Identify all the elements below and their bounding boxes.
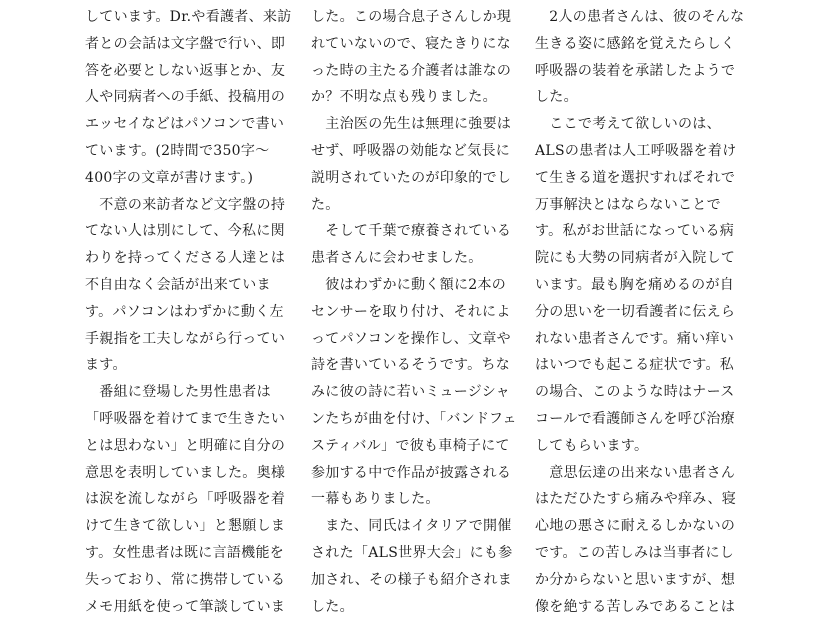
text-line: 心地の悪さに耐えるしかないの (535, 518, 736, 535)
text-line: ってパソコンを操作し、文章や (311, 330, 511, 347)
text-line: 答を必要としない返事とか、友 (85, 62, 286, 79)
text-line: ています。(2時間で350字～ (85, 142, 270, 159)
text-line: 詩を書いているそうです。ちな (311, 357, 511, 374)
text-line: です。この苦しみは当事者にし (535, 544, 735, 561)
text-line: か分からないと思いますが、想 (535, 571, 736, 588)
text-line: か？不明な点も残りました。 (311, 89, 497, 106)
text-line: してもらいます。 (535, 437, 649, 454)
text-line: て生きる道を選択すればそれで (535, 169, 736, 186)
text-line: 手親指を工夫しながら行ってい (85, 330, 286, 347)
text-line: れていないので、寝たきりにな (311, 35, 511, 52)
text-line: れない患者さんです。痛い痒い (535, 330, 735, 347)
text-line: エッセイなどはパソコンで書い (85, 116, 285, 133)
text-line: コールで看護師さんを呼び治療 (535, 410, 735, 427)
text-line: みに彼の詩に若いミュージシャ (311, 384, 511, 401)
text-line: 番組に登場した男性患者は (85, 384, 271, 401)
text-line: った時の主たる介護者は誰なの (311, 62, 512, 79)
text-column-3 (535, 4, 745, 620)
text-line: せず、呼吸器の効能など気長に (311, 142, 511, 159)
text-line: 失っており、常に携帯している (85, 571, 286, 588)
text-line: 400字の文章が書けます。) (85, 169, 254, 186)
text-line: した。この場合息子さんしか現 (311, 9, 512, 25)
text-line: した。 (535, 89, 578, 106)
text-line: された「ALS世界大会」にも参 (311, 544, 513, 561)
text-line: は涙を流しながら「呼吸器を着 (85, 491, 286, 508)
text-line: ます。 (85, 357, 127, 374)
text-line: 彼はわずかに動く額に2本の (311, 276, 507, 293)
text-line: 意思を表明していました。奥様 (85, 464, 286, 481)
text-line: 一幕もありました。 (311, 491, 440, 508)
text-line: 院にも大勢の同病者が入院して (535, 250, 736, 267)
text-line: た。 (311, 196, 340, 213)
text-line: 生きる姿に感銘を覚えたらしく (535, 35, 736, 52)
text-line: 意思伝達の出来ない患者さん (535, 464, 736, 481)
text-line: 呼吸器の装着を承諾したようで (535, 62, 736, 79)
text-line: した。 (311, 598, 354, 615)
text-line: 参加する中で作品が披露される (311, 464, 512, 481)
text-line: ンたちが曲を付け、「バンドフェ (311, 410, 517, 427)
text-line: 不自由なく会話が出来ていま (85, 276, 271, 293)
text-line: 人や同病者への手紙、投稿用の (85, 89, 286, 106)
text-line: センサーを取り付け、それによ (311, 303, 511, 320)
text-line: しています。Dr.や看護者、来訪 (85, 9, 292, 25)
text-line: とは思わない」と明確に自分の (85, 437, 286, 454)
text-line: けて生きて欲しい」と懇願しま (85, 518, 286, 535)
text-line: 主治医の先生は無理に強要は (311, 116, 512, 133)
text-line: 分の思いを一切看護者に伝えら (535, 303, 736, 320)
text-line: わりを持ってくださる人達とは (85, 250, 286, 267)
text-line: ALSの患者は人工呼吸器を着け (535, 142, 737, 159)
text-line: の場合、このような時はナース (535, 384, 735, 401)
text-line: スティバル」で彼も車椅子にて (311, 437, 510, 454)
text-line: そして千葉で療養されている (311, 223, 512, 240)
text-line: 不意の来訪者など文字盤の持 (85, 196, 286, 213)
text-line: す。パソコンはわずかに動く左 (85, 303, 284, 320)
text-line: 患者さんに会わせました。 (311, 250, 483, 267)
text-column-2 (311, 4, 517, 620)
text-line: 説明されていたのが印象的でし (311, 169, 512, 186)
text-line: てない人は別にして、今私に関 (85, 223, 285, 240)
text-column-1 (85, 4, 292, 620)
text-line: 2人の患者さんは、彼のそんな (535, 9, 745, 25)
text-line: はただひたすら痛みや痒み、寝 (535, 491, 737, 508)
text-line: 者との会話は文字盤で行い、即 (85, 35, 286, 52)
text-line: 万事解決とはならないことで (535, 196, 721, 213)
text-line: はいつでも起こる症状です。私 (535, 357, 735, 374)
text-line: また、同氏はイタリアで開催 (311, 518, 512, 535)
text-line: メモ用紙を使って筆談していま (85, 598, 286, 615)
text-line: 「呼吸器を着けてまで生きたい (85, 410, 286, 427)
text-line: す。私がお世話になっている病 (535, 223, 735, 240)
text-line: 加され、その様子も紹介されま (311, 571, 513, 588)
text-line: ここで考えて欲しいのは、 (535, 116, 721, 133)
text-line: います。最も胸を痛めるのが自 (535, 276, 735, 293)
text-line: す。女性患者は既に言語機能を (85, 544, 285, 561)
text-line: 像を絶する苦しみであることは (535, 598, 736, 615)
